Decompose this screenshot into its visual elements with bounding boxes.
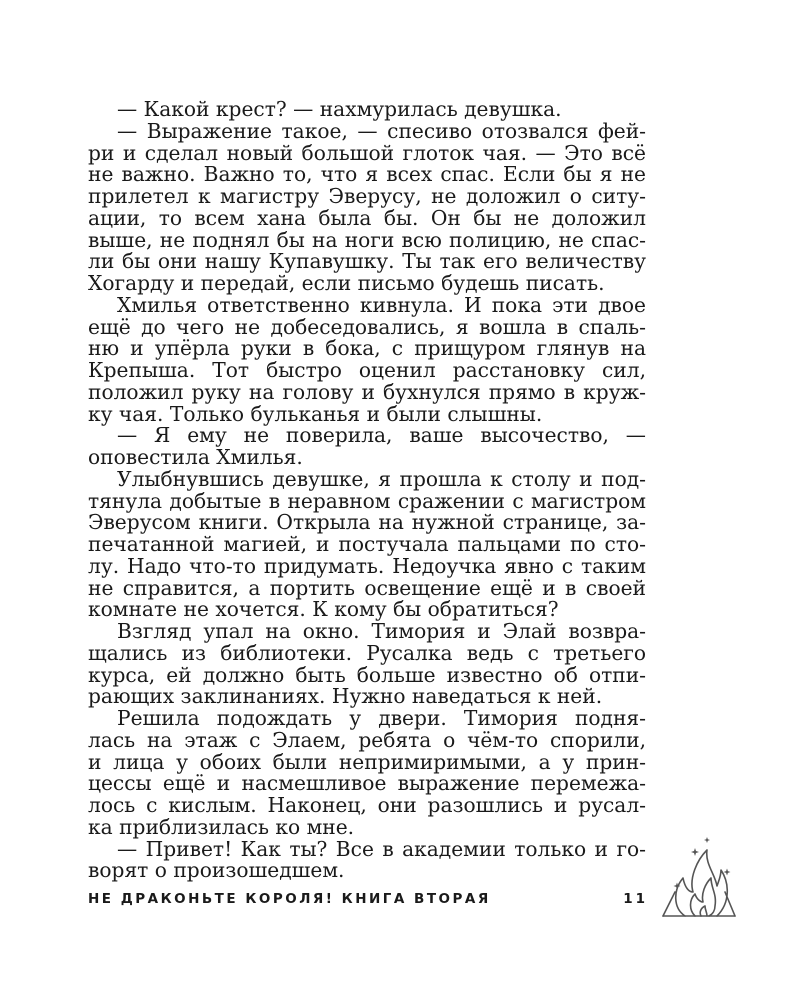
text-line: Хмилья ответственно кивнула. И пока эти двое [117,292,646,317]
running-title: НЕ ДРАКОНЬТЕ КОРОЛЯ! КНИГА ВТОРАЯ [88,891,491,907]
text-line: Решила подождать у двери. Тимория подня- [117,706,646,730]
text-line: Эверусом книги. Открыла на нужной странице, за- [88,510,646,535]
text-line: тянула добытые в неравном сражении с магистром [88,488,646,513]
text-line: не важно. Важно то, что я всех спас. Если бы я не [88,162,646,187]
page-number: 11 [623,891,648,907]
text-line: ку чая. Только бульканья и были слышны. [88,401,543,426]
text-line: лось с кислым. Наконец, они разошлись и русал- [88,793,646,817]
text-line: и лица у обоих были непримиримыми, а у прин- [88,749,646,774]
text-line: — Выражение такое, — спесиво отозвался фей- [117,118,646,143]
text-line: ли бы они нашу Купавушку. Ты так его величеству [88,249,646,274]
text-line: выше, не поднял бы на ноги всю полицию, не спас- [88,227,646,252]
text-line: ации, то всем хана была бы. Он бы не доложил [88,205,646,230]
text-line: ри и сделал новый большой глоток чая. — Это всё [88,140,646,165]
body-text [88,99,646,882]
page-footer [88,888,648,910]
text-line: — Какой крест? — нахмурилась девушка. [117,97,562,121]
text-line: — Я ему не поверила, ваше высочество, — [117,423,646,448]
text-line: курса, ей должно быть больше известно об отпи- [88,662,646,687]
text-line: ка приблизилась ко мне. [88,814,355,839]
text-line: ворят о произошедшем. [88,858,345,883]
flame-ornament-icon [655,830,745,930]
text-line: не справится, а портить освещение ещё и в своей [88,575,646,600]
text-line: комнате не хочется. К кому бы обратиться? [88,597,559,622]
text-line: ещё до чего не добеседовались, я вошла в спаль- [88,314,646,339]
text-line: оповестила Хмилья. [88,445,303,469]
text-line: положил руку на голову и бухнулся прямо в круж- [88,379,646,404]
text-line: прилетел к магистру Эверусу, не доложил о ситу- [88,184,646,208]
text-line: лась на этаж с Элаем, ребята о чём-то спорили, [88,727,646,752]
text-line: щались из библиотеки. Русалка ведь с третьего [88,640,646,665]
text-line: Взгляд упал на окно. Тимория и Элай возвра- [117,619,646,643]
text-line: ню и упёрла руки в бока, с прищуром глянув на [88,336,646,361]
text-line: Крепыша. Тот быстро оценил расстановку сил, [88,358,646,382]
text-line: Улыбнувшись девушке, я прошла к столу и под- [117,466,646,491]
text-line: Хогарду и передай, если письмо будешь писать. [88,271,605,295]
text-line: печатанной магией, и постучала пальцами по сто- [88,532,646,556]
text-line: рающих заклинаниях. Нужно наведаться к ней. [88,684,603,709]
text-line: цессы ещё и насмешливое выражение перемежа- [88,771,646,796]
text-line: лу. Надо что-то придумать. Недоучка явно с таким [88,553,646,578]
text-line: — Привет! Как ты? Все в академии только и го- [117,836,646,861]
